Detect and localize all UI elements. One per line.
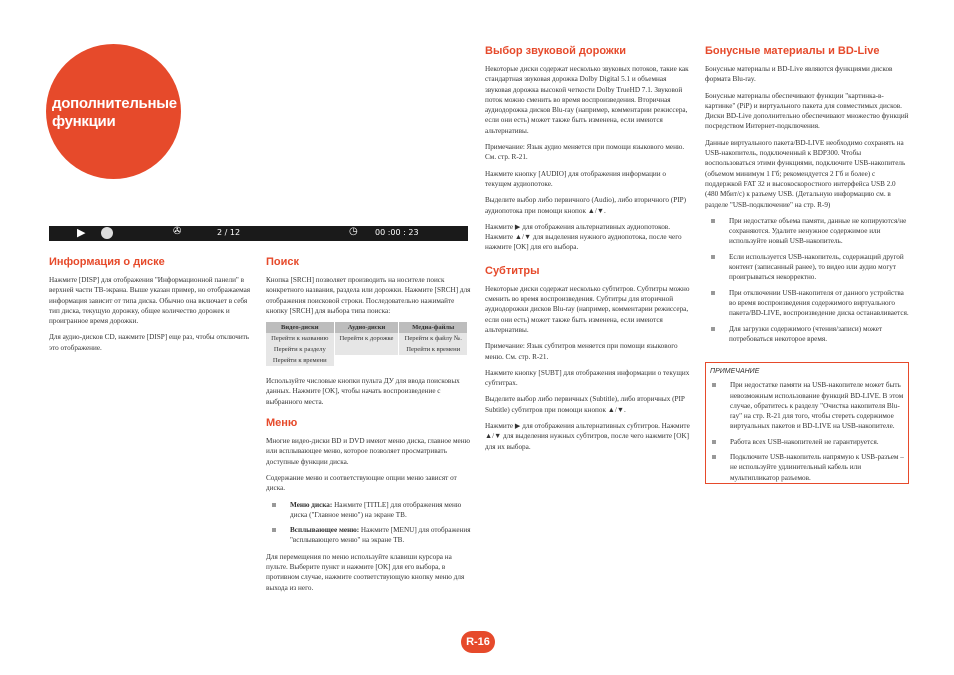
disc-info-text: Нажмите [DISP] для отображения "Информационной панели" в верхней части ТВ-экрана. Выше указан пример, но отображаемая информация зависит от типа диска. Обычно она включает в себя тип диска, текущую дорожку, общее количество дорожек и проигранное время дорожки.: [49, 276, 251, 326]
table-cell: Перейти к времени: [266, 355, 334, 366]
chapter-counter: 2 / 12: [217, 228, 241, 237]
menu-text-2: Содержание меню и соответствующие опции меню зависят от диска.: [266, 473, 457, 493]
menu-text-3: Для перемещения по меню используйте клавиши курсора на пульте. Выберите пункт и нажмите [OK] для его выбора, в противном случае, нажмите соответствующую кнопку меню для выхода из него.: [266, 552, 465, 592]
table-cell: Перейти к названию: [266, 333, 334, 344]
audio-text: Некоторые диски содержат несколько звуковых потоков, такие как стандартная звуковая дорожка Dolby Digital 5.1 и объемная звуковая дорожка высокой четкости Dolby TrueHD 7.1. Звуковой поток можно сменить во время воспроизведения. Вторичная аудиодорожка дисков Blu-ray (например, комментарии режиссера, если они есть) может также быть изменена, если имеются альтернативы.: [485, 65, 689, 135]
note-box: [705, 362, 909, 484]
bonus-text-3: Данные виртуального пакета/BD-LIVE необходимо сохранять на USB-накопитель, подключенный к BDP300. Чтобы воспользоваться этими функциями, подключите USB-накопитель (объемом минимум 1 Гб; рекомендуется 2 Гб и более) с поддержкой FAT 32 и высокоскоростного интерфейса USB 2.0 (480 Мбит/с) к разъему USB. (Детальную информацию см. в разделе "USB-подключение" на стр. R-9): [705, 138, 906, 209]
subtitle-text-5: Нажмите ▶ для отображения альтернативных субтитров. Нажмите ▲/▼ для выделения нужных субтитров, после чего нажмите [OK] для их выбора.: [485, 422, 690, 451]
table-header-cell: Видео-диски: [266, 322, 334, 333]
subtitle-text-3: Нажмите кнопку [SUBT] для отображения информации о текущих субтитрах.: [485, 368, 690, 388]
search-heading: Поиск: [266, 256, 300, 268]
disc-info-heading: Информация о диске: [49, 256, 165, 268]
chapter-icon: ✇: [173, 226, 182, 237]
page-number: R-16: [461, 631, 495, 653]
disc-icon: [101, 227, 113, 239]
clock-icon: ◷: [349, 226, 358, 237]
page-title: дополнительные функции: [52, 95, 177, 130]
audio-text-5: Нажмите ▶ для отображения альтернативных аудиопотоков. Нажмите ▲/▼ для выделения нужного аудиопотока, после чего нажмите [OK] для его выбора.: [485, 222, 682, 252]
table-row: [266, 344, 468, 355]
audio-text-4: Выделите выбор либо первичного (Audio), либо вторичного (PIP) аудиопотока при помощи кнопок ▲/▼.: [485, 196, 686, 215]
subtitle-heading: Субтитры: [485, 264, 540, 277]
bonus-section: [705, 45, 909, 350]
search-text: Кнопка [SRCH] позволяет производить на носителе поиск конкретного названия, раздела или дорожки. Нажмите [SRCH] для отображения поисковой строки. Последовательно нажимайте кнопку [SRCH] для выбора типа поиска:: [266, 276, 471, 315]
list-item: Если используется USB-накопитель, содержащий другой контент (записанный ранее), то видео или аудио могут проигрываться некорректно.: [705, 252, 909, 283]
subtitle-text: Некоторые диски содержат несколько субтитров. Субтитры можно сменить во время воспроизведения. Субтитры для вторичной аудиодорожки дисков Blu-ray (например, комментарии режиссера, если они есть) может также быть изменена, если имеются альтернативы.: [485, 284, 690, 334]
audio-text-3: Нажмите кнопку [AUDIO] для отображения информации о текущем аудиопотоке.: [485, 169, 666, 188]
menu-bullets: [266, 500, 471, 546]
menu-text: Многие видео-диски BD и DVD имеют меню диска, главное меню или всплывающее меню, которое позволяет просматривать доступные функции диска.: [266, 437, 470, 466]
bonus-text-2: Бонусные материалы обеспечивают функции "картинка-в-картинке" (PiP) и виртуального пакета для совместимых дисков. Диски BD-Live дополнительно обеспечивают множество функций посредством Интернет-подключения.: [705, 91, 909, 131]
search-section: [266, 256, 471, 599]
table-header-cell: Медиа-файлы: [399, 322, 468, 333]
table-header-row: [266, 322, 468, 333]
list-item: При отключении USB-накопителя от данного устройства во время воспроизведения содержимого виртуального пакета/BD-LIVE, воспроизведение диска останавливается.: [705, 288, 909, 319]
table-header-cell: Аудио-диски: [334, 322, 399, 333]
audio-section: [485, 45, 690, 458]
bonus-heading: Бонусные материалы и BD-Live: [705, 45, 880, 57]
menu-heading: Меню: [266, 417, 298, 430]
table-row: [266, 355, 468, 366]
list-item: При недостатке памяти на USB-накопителе может быть невозможным использование функций BD-LIVE. В этом случае, обратитесь к разделу "Очистка накопителя Blu-ray" на стр. R-21 для того, чтобы стереть содержимое виртуальных пакетов и BD-LIVE на USB-накопителе.: [706, 380, 908, 431]
info-panel-bar: [49, 226, 468, 241]
list-item: Для загрузки содержимого (чтения/записи) может потребоваться некоторое время.: [705, 324, 909, 345]
table-cell: [399, 355, 468, 366]
bonus-bullets: [705, 216, 909, 344]
list-item: Меню диска: Нажмите [TITLE] для отображения меню диска ("Главное меню") на экране ТВ.: [266, 500, 471, 521]
list-item: Подключите USB-накопитель напрямую к USB-разъем – не используйте удлинительный кабель или мультипликатор разъемов.: [706, 452, 908, 483]
table-cell: [334, 344, 399, 355]
table-cell: Перейти к времени: [399, 344, 468, 355]
elapsed-time: 00 :00 : 23: [375, 228, 419, 237]
audio-text-2: Примечание: Язык аудио меняется при помощи языкового меню. См. стр. R-21.: [485, 143, 685, 162]
note-title: ПРИМЕЧАНИЕ: [710, 368, 760, 375]
table-cell: Перейти к дорожке: [334, 333, 399, 344]
list-item: Всплывающее меню: Нажмите [MENU] для отображения "всплывающего меню" на экране ТВ.: [266, 525, 471, 546]
subtitle-text-2: Примечание: Язык субтитров меняется при помощи языкового меню. См. стр. R-21.: [485, 342, 678, 361]
table-cell: [334, 355, 399, 366]
subtitle-text-4: Выделите выбор либо первичных (Subtitle), либо вторичных (PIP Subtitle) субтитров при помощи кнопок ▲/▼.: [485, 395, 685, 414]
search-type-table: [266, 322, 468, 366]
note-bullets: [706, 380, 908, 483]
disc-info-section: [49, 256, 251, 359]
table-row: [266, 333, 468, 344]
bonus-text: Бонусные материалы и BD-Live являются функциями дисков формата Blu-ray.: [705, 65, 893, 84]
table-cell: Перейти к файлу №.: [399, 333, 468, 344]
disc-info-text-2: Для аудио-дисков CD, нажмите [DISP] еще раз, чтобы отключить это отображение.: [49, 333, 250, 352]
search-text-2: Используйте числовые кнопки пульта ДУ для ввода поисковых данных. Нажмите [OK], чтобы начать воспроизведение с выбранного места.: [266, 377, 460, 406]
list-item: При недостатке объема памяти, данные не копируются/не сохраняются. Удалите ненужное содержимое или используйте новый USB-накопитель.: [705, 216, 909, 247]
play-icon: ▶: [77, 226, 86, 239]
list-item: Работа всех USB-накопителей не гарантируется.: [706, 437, 908, 447]
table-cell: Перейти к разделу: [266, 344, 334, 355]
audio-heading: Выбор звуковой дорожки: [485, 45, 626, 57]
